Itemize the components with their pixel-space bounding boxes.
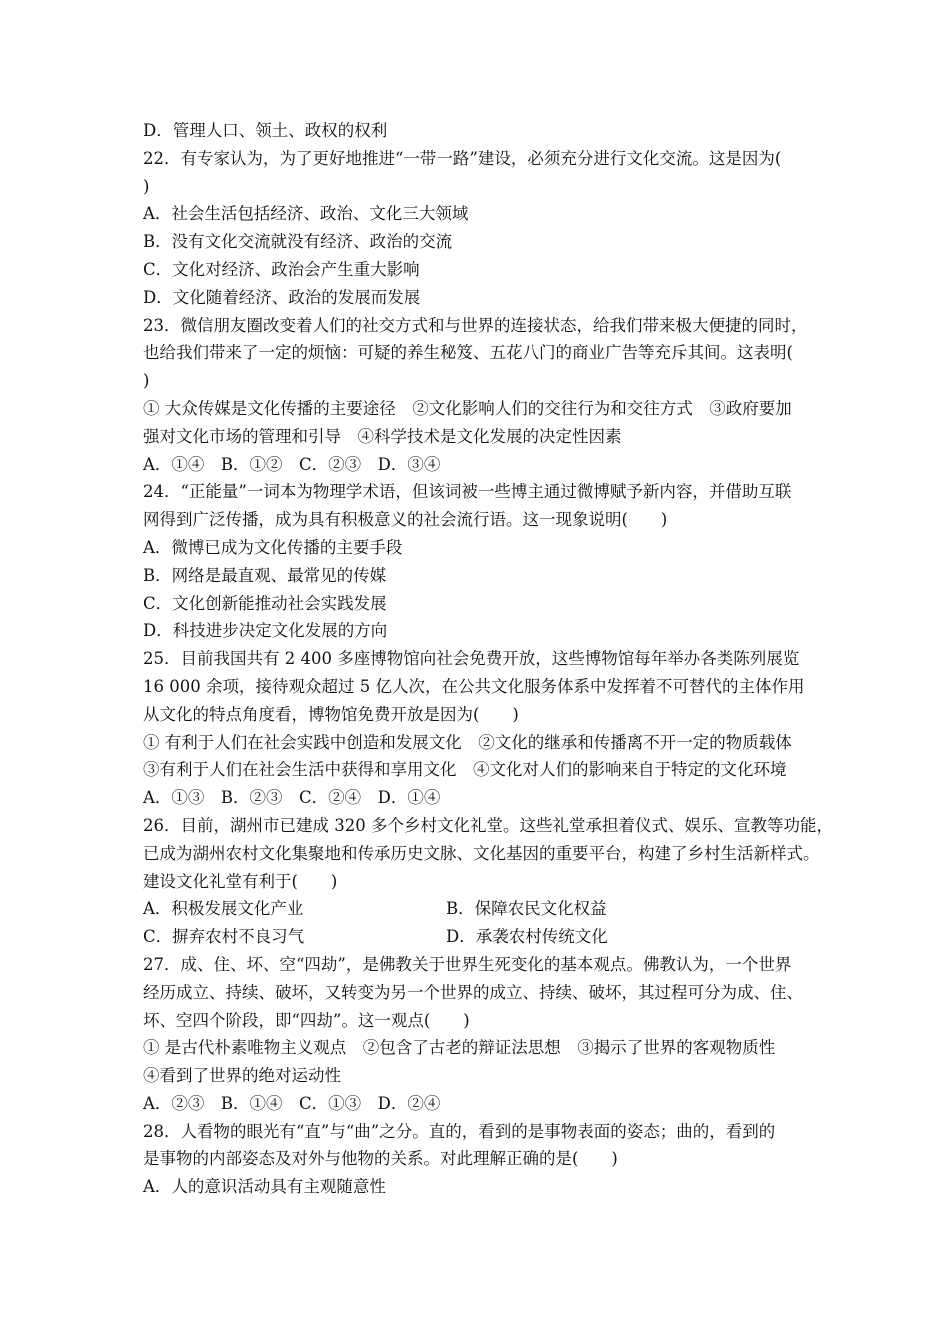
text-line: )	[143, 176, 150, 196]
option-item: B．保障农民文化权益	[446, 899, 607, 919]
text-line: 是事物的内部姿态及对外与他物的关系。对此理解正确的是( )	[143, 1149, 618, 1169]
text-line: C．文化对经济、政治会产生重大影响	[143, 259, 420, 279]
text-line: 也给我们带来了一定的烦恼：可疑的养生秘笈、五花八门的商业广告等充斥其间。这表明(	[143, 343, 793, 363]
text-line: ① 大众传媒是文化传播的主要途径 ②文化影响人们的交往行为和交往方式 ③政府要加	[143, 398, 792, 418]
text-line: ① 是古代朴素唯物主义观点 ②包含了古老的辩证法思想 ③揭示了世界的客观物质性	[143, 1038, 776, 1058]
text-line: 已成为湖州农村文化集聚地和传承历史文脉、文化基因的重要平台，构建了乡村生活新样式。	[143, 843, 820, 863]
text-line: A．社会生活包括经济、政治、文化三大领域	[143, 204, 469, 224]
text-line: B．网络是最直观、最常见的传媒	[143, 565, 387, 585]
text-line: 从文化的特点角度看，博物馆免费开放是因为( )	[143, 704, 519, 724]
text-line: D．科技进步决定文化发展的方向	[143, 621, 388, 641]
option-row	[143, 895, 823, 923]
text-line: A．人的意识活动具有主观随意性	[143, 1177, 386, 1197]
text-line: 27．成、住、坏、空“四劫”，是佛教关于世界生死变化的基本观点。佛教认为，一个世界	[143, 954, 792, 974]
text-line: ③有利于人们在社会生活中获得和享用文化 ④文化对人们的影响来自于特定的文化环境	[143, 760, 787, 780]
text-line: 经历成立、持续、破坏，又转变为另一个世界的成立、持续、破坏，其过程可分为成、住、	[143, 982, 803, 1002]
text-line: D．管理人口、领土、政权的权利	[143, 121, 388, 140]
text-line: 建设文化礼堂有利于( )	[143, 871, 338, 891]
text-line: A．②③ B．①④ C．①③ D．②④	[143, 1093, 441, 1113]
text-line: ① 有利于人们在社会实践中创造和发展文化 ②文化的继承和传播离不开一定的物质载体	[143, 732, 792, 752]
text-line: ④看到了世界的绝对运动性	[143, 1066, 341, 1086]
question-block-21-26	[143, 117, 833, 895]
text-line: B．没有文化交流就没有经济、政治的交流	[143, 232, 453, 252]
text-line: C．文化创新能推动社会实践发展	[143, 593, 387, 613]
text-line: 25．目前我国共有 2 400 多座博物馆向社会免费开放，这些博物馆每年举办各类陈列展览	[143, 649, 800, 669]
question-block-27-28	[143, 951, 823, 1201]
text-line: 坏、空四个阶段，即“四劫”。这一观点( )	[143, 1010, 470, 1030]
text-line: 28．人看物的眼光有“直”与“曲”之分。直的，看到的是事物表面的姿态；曲的，看到的	[143, 1121, 776, 1141]
text-line: 24．“正能量”一词本为物理学术语，但该词被一些博主通过微博赋予新内容，并借助互联	[143, 482, 792, 502]
text-line: 26．目前，湖州市已建成 320 多个乡村文化礼堂。这些礼堂承担着仪式、娱乐、宣教等功能，	[143, 815, 833, 835]
option-row	[143, 923, 823, 951]
text-line: 强对文化市场的管理和引导 ④科学技术是文化发展的决定性因素	[143, 426, 622, 446]
text-line: )	[143, 371, 150, 391]
option-item: C．摒弃农村不良习气	[143, 927, 305, 947]
exam-page	[143, 117, 833, 1201]
q26-options	[143, 895, 823, 951]
text-line: 22．有专家认为，为了更好地推进“一带一路”建设，必须充分进行文化交流。这是因为(	[143, 148, 782, 168]
text-line: 16 000 余项，接待观众超过 5 亿人次，在公共文化服务体系中发挥着不可替代的主体作用	[143, 676, 805, 696]
text-line: D．文化随着经济、政治的发展而发展	[143, 287, 421, 307]
option-item: A．积极发展文化产业	[143, 899, 304, 919]
option-item: D．承袭农村传统文化	[446, 927, 608, 947]
text-line: 23．微信朋友圈改变着人们的社交方式和与世界的连接状态，给我们带来极大便捷的同时，	[143, 315, 808, 335]
text-line: A．①③ B．②③ C．②④ D．①④	[143, 788, 441, 808]
text-line: 网得到广泛传播，成为具有积极意义的社会流行语。这一现象说明( )	[143, 510, 668, 530]
text-line: A．①④ B．①② C．②③ D．③④	[143, 454, 441, 474]
text-line: A．微博已成为文化传播的主要手段	[143, 537, 403, 557]
